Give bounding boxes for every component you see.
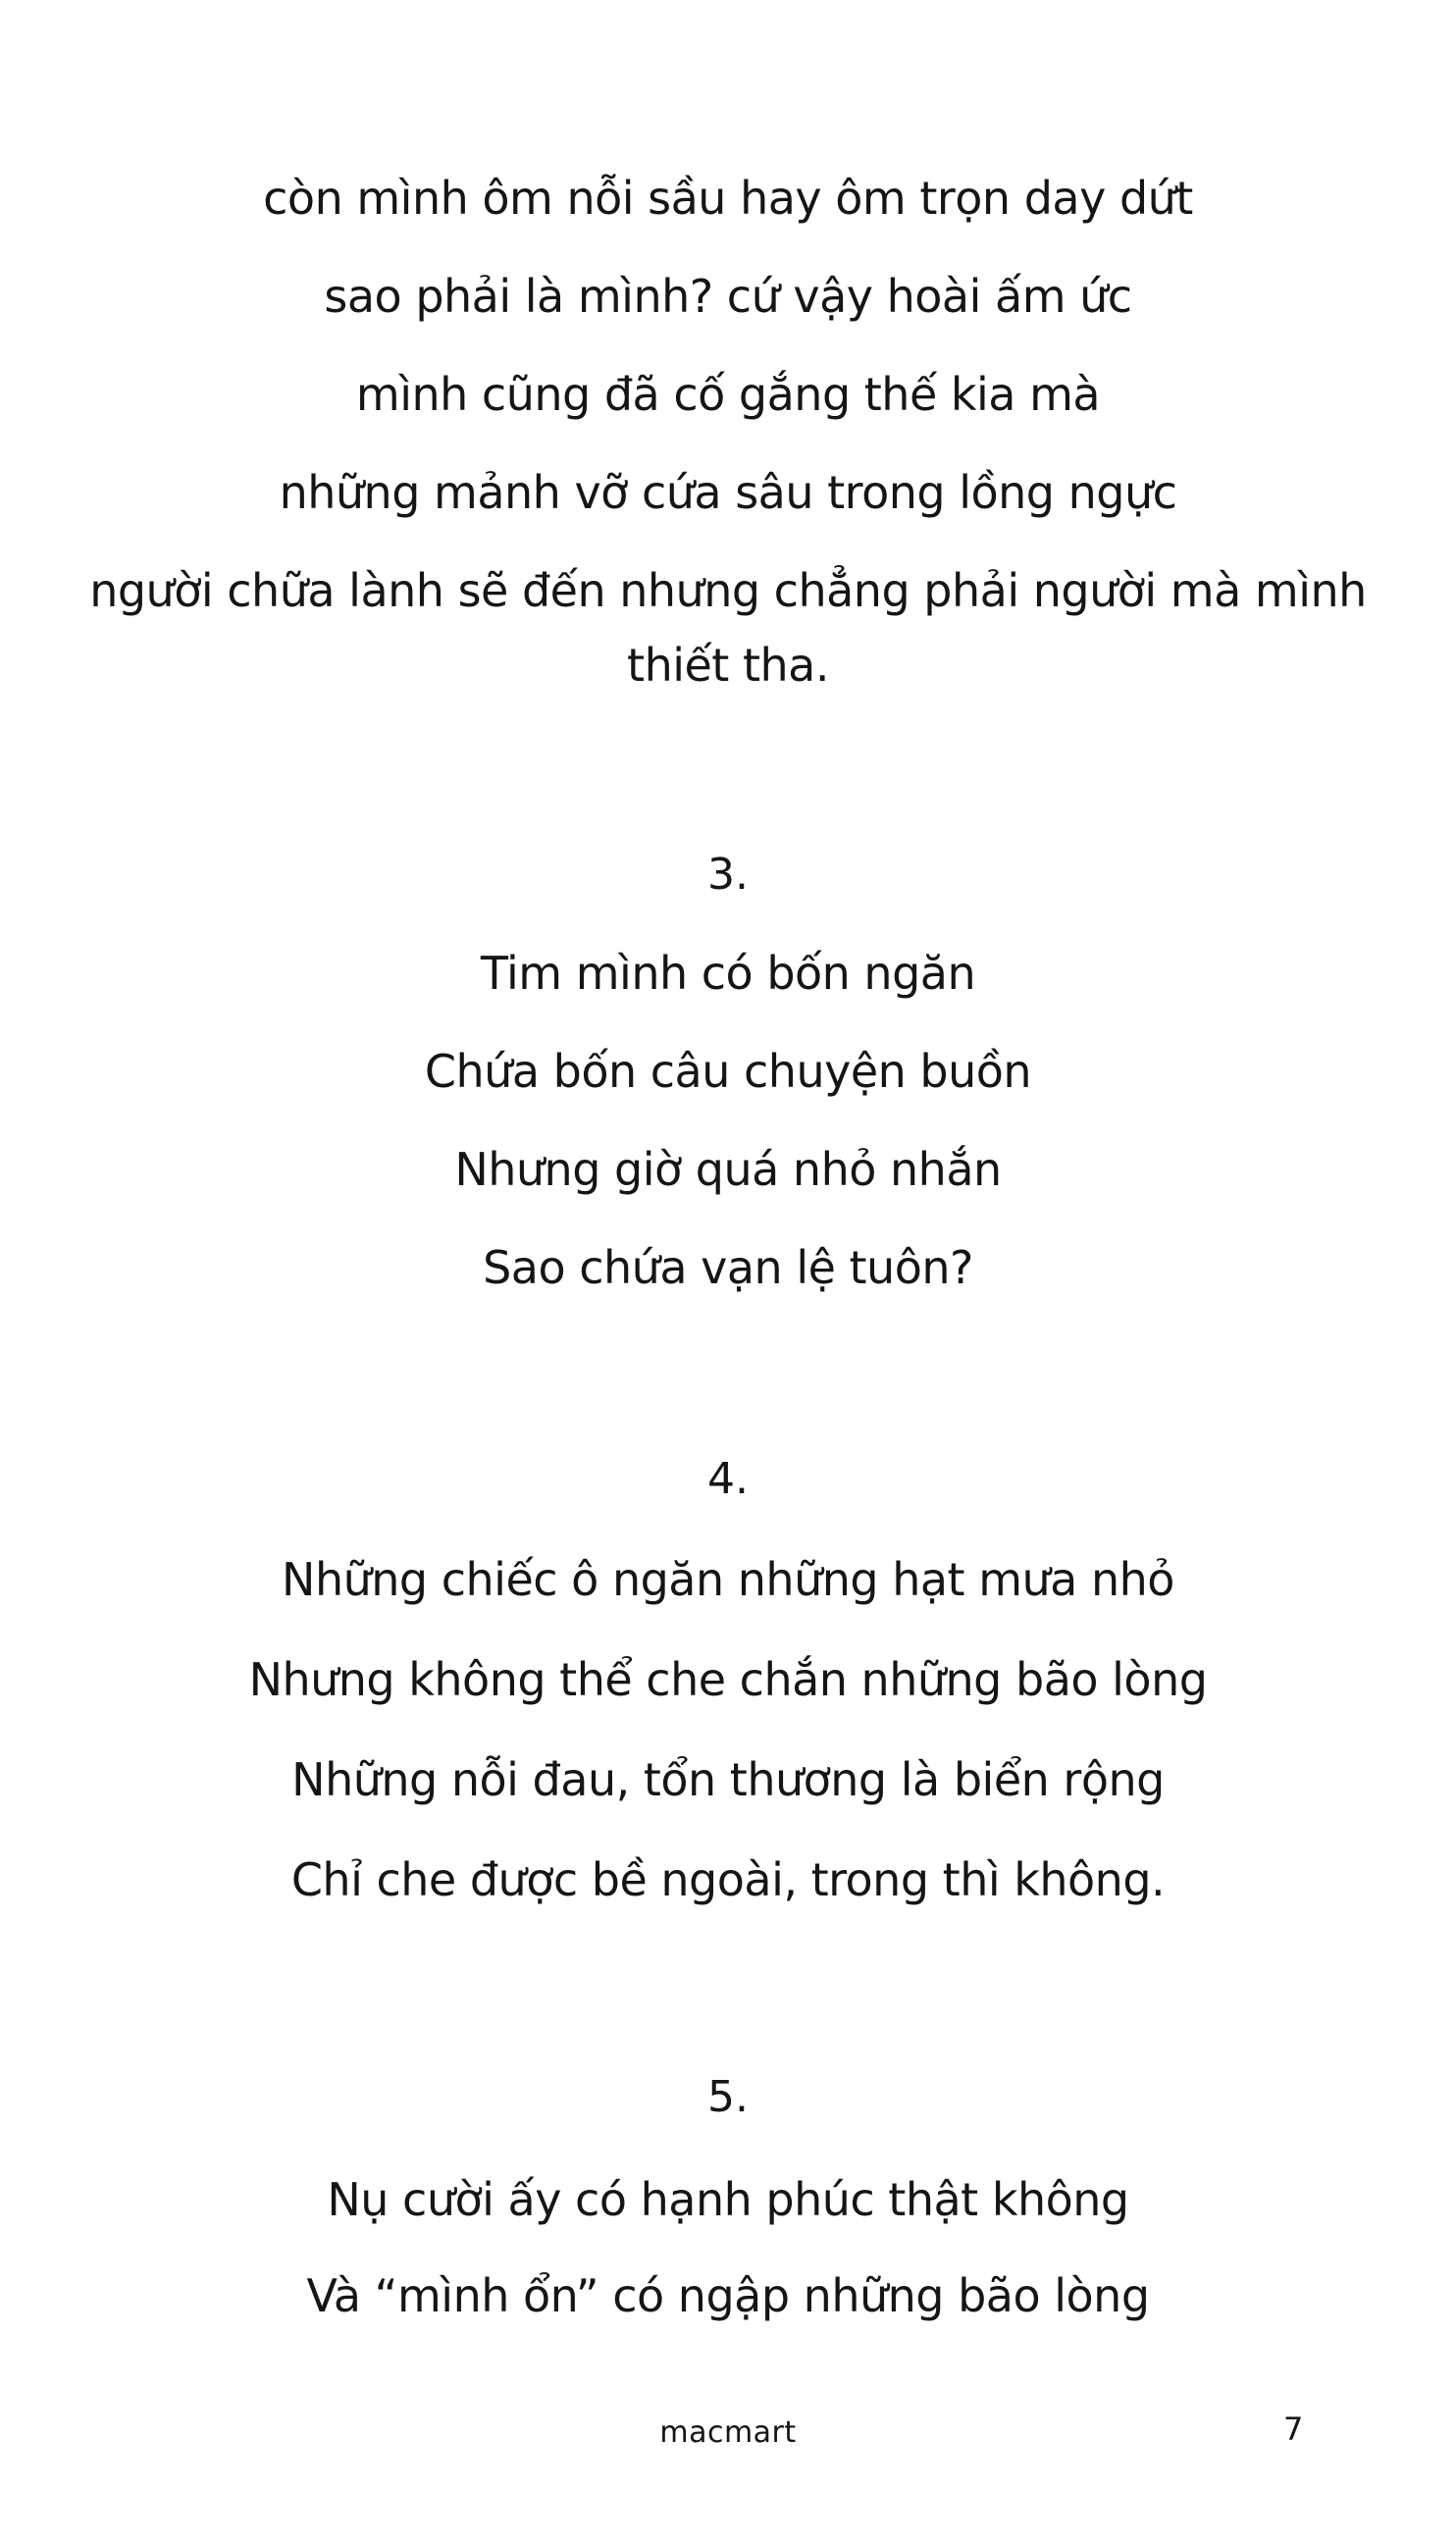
poem-line: Sao chứa vạn lệ tuôn? bbox=[483, 1241, 973, 1294]
poem-line: Chỉ che được bề ngoài, trong thì không. bbox=[290, 1853, 1166, 1906]
poem-line: Nhưng không thể che chắn những bão lòng bbox=[248, 1653, 1208, 1706]
poem-line: người chữa lành sẽ đến nhưng chẳng phải người mà mình bbox=[89, 564, 1367, 617]
poem-line: những mảnh vỡ cứa sâu trong lồng ngực bbox=[279, 466, 1177, 519]
stanza-number: 4. bbox=[707, 1454, 749, 1504]
poem-line: Tim mình có bốn ngăn bbox=[480, 947, 976, 1000]
poem-line: Những chiếc ô ngăn những hạt mưa nhỏ bbox=[282, 1553, 1174, 1606]
stanza-number: 3. bbox=[707, 850, 749, 900]
page-number: 7 bbox=[1283, 2411, 1304, 2448]
poem-line: Chứa bốn câu chuyện buồn bbox=[424, 1045, 1032, 1098]
poem-line: Và “mình ổn” có ngập những bão lòng bbox=[306, 2269, 1150, 2322]
poem-line: sao phải là mình? cứ vậy hoài ấm ức bbox=[324, 270, 1132, 323]
poem-line: Nhưng giờ quá nhỏ nhắn bbox=[454, 1143, 1002, 1196]
poem-line: Nụ cười ấy có hạnh phúc thật không bbox=[327, 2173, 1129, 2226]
poem-line: Những nỗi đau, tổn thương là biển rộng bbox=[291, 1753, 1165, 1806]
poem-line: còn mình ôm nỗi sầu hay ôm trọn day dứt bbox=[263, 172, 1193, 225]
publisher-brand: macmart bbox=[659, 2415, 797, 2450]
stanza-number: 5. bbox=[707, 2072, 749, 2122]
poem-line: thiết tha. bbox=[627, 639, 829, 692]
poem-line: mình cũng đã cố gắng thế kia mà bbox=[355, 368, 1101, 421]
